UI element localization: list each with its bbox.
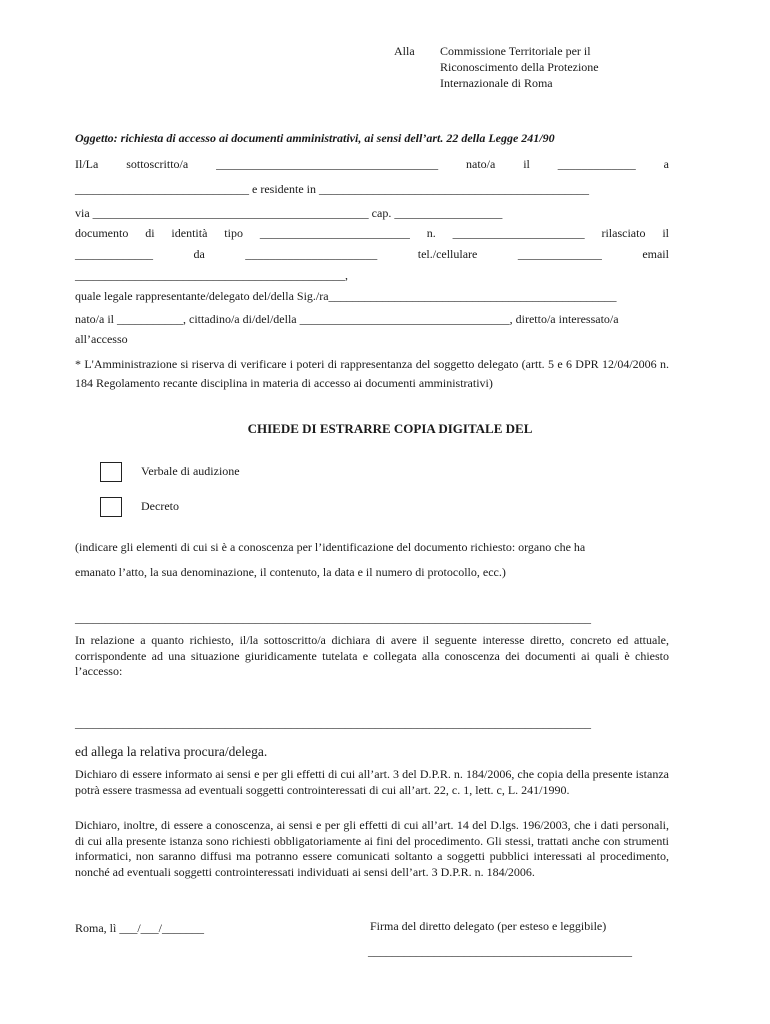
admin-note: * L'Amministrazione si riserva di verificare i poteri di rappresentanza del soggetto delegato (artt. 5 e 6 DPR 12/04/2006 n. 184 Regolamento recante disciplina in materia di accesso ai documenti amministrativi) [75, 357, 669, 390]
document-type-blank: _________________________ [259, 226, 410, 240]
form-field-label: rilasciato [601, 226, 646, 240]
form-field-label: a [663, 157, 669, 171]
issuer-blank: ______________________ [245, 247, 378, 261]
name-blank: _____________________________________ [216, 157, 439, 171]
place-date: Roma, lì ___/___/_______ [75, 921, 204, 935]
email-blank: _____________________________________________, [75, 268, 348, 282]
form-field-label: tel./cellulare [417, 247, 478, 261]
instructions-line-1: (indicare gli elementi di cui si è a conoscenza per l’identificazione del documento richiesto: organo che ha [75, 540, 586, 554]
interest-statement: In relazione a quanto richiesto, il/la sottoscritto/a dichiara di avere il seguente interesse diretto, concreto ed attuale, corrispondente ad una situazione giuridicamente tutelata e collegata alla conoscenza dei documenti ai quali è chiesto l’accesso: [75, 633, 669, 678]
form-line-contact [75, 247, 669, 262]
phone-blank: ______________ [517, 247, 602, 261]
interest-blank: ______________________________________________________________________________________ [75, 716, 591, 730]
form-line-access: all’accesso [75, 332, 128, 346]
signature-label: Firma del diretto delegato (per esteso e leggibile) [370, 919, 607, 933]
document-number-blank: ______________________ [452, 226, 585, 240]
checkbox-verbale[interactable] [100, 462, 122, 482]
form-field-label: di [145, 226, 155, 240]
form-field-label: il [662, 226, 669, 240]
form-line-residence: _____________________________ e residente in _____________________________________________ [75, 182, 589, 196]
form-line-delegate-birth [75, 312, 669, 327]
recipient-line-1: Commissione Territoriale per il [440, 44, 591, 58]
form-field-label: email [642, 247, 669, 261]
recipient-line-2: Riconoscimento della Protezione [440, 60, 599, 74]
checkbox-decreto[interactable] [100, 497, 122, 517]
birthdate-blank: _____________ [557, 157, 636, 171]
form-field-label: da [193, 247, 205, 261]
form-field-label: Il/La [75, 157, 99, 171]
form-line-delegate: quale legale rappresentante/delegato del/della Sig./ra________________________________________________ [75, 289, 617, 303]
form-field-label: documento [75, 226, 129, 240]
form-field-label: sottoscritto/a [126, 157, 189, 171]
instructions-line-2: emanato l’atto, la sua denominazione, il contenuto, la data e il numero di protocollo, ecc.) [75, 565, 506, 579]
form-field-text: nato/a il ___________, cittadino/a di/del/della ___________________________________, diretto/a interessato/a [75, 312, 619, 326]
form-line-name [75, 157, 669, 172]
option-label-decreto: Decreto [141, 499, 179, 513]
declaration-data-protection: Dichiaro, inoltre, di essere a conoscenza, ai sensi e per gli effetti di cui all’art. 14 del D.lgs. 196/2003, che i dati personali, di cui alla presente istanza sono richiesti obbligatoriamente ai fini del procedimento. Gli stessi, trattati anche con strumenti informatici, non saranno diffusi ma potranno essere comunicati soltanto a soggetti pubblici interessati al procedimento, nonché ad eventuali soggetti controinteressati individuati ai sensi dell’art. 3 D.P.R. n. 184/2006. [75, 818, 669, 879]
form-field-label: il [523, 157, 530, 171]
request-heading: CHIEDE DI ESTRARRE COPIA DIGITALE DEL [247, 421, 533, 436]
signature-line: ____________________________________________ [368, 944, 632, 958]
option-label-verbale: Verbale di audizione [141, 464, 240, 478]
form-line-document [75, 226, 669, 241]
subject-line: Oggetto: richiesta di accesso ai documenti amministrativi, ai sensi dell’art. 22 della Legge 241/90 [75, 131, 555, 145]
issue-date-blank: _____________ [75, 247, 153, 261]
recipient-line-3: Internazionale di Roma [440, 76, 553, 90]
recipient-prefix: Alla [394, 44, 415, 58]
attach-statement: ed allega la relativa procura/delega. [75, 744, 268, 759]
form-field-label: tipo [224, 226, 243, 240]
form-field-label: nato/a [466, 157, 496, 171]
declaration-privacy-copy: Dichiaro di essere informato ai sensi e per gli effetti di cui all’art. 3 del D.P.R. n. 184/2006, che copia della presente istanza potrà essere trasmessa ad eventuali soggetti controinteressati di cui all’art. 22, c. 1, lett. c, L. 241/1990. [75, 767, 669, 797]
form-field-label: n. [426, 226, 436, 240]
document-description-blank: ______________________________________________________________________________________ [75, 611, 591, 625]
form-field-label: identità [171, 226, 208, 240]
form-line-address: via ______________________________________________ cap. __________________ [75, 206, 503, 220]
